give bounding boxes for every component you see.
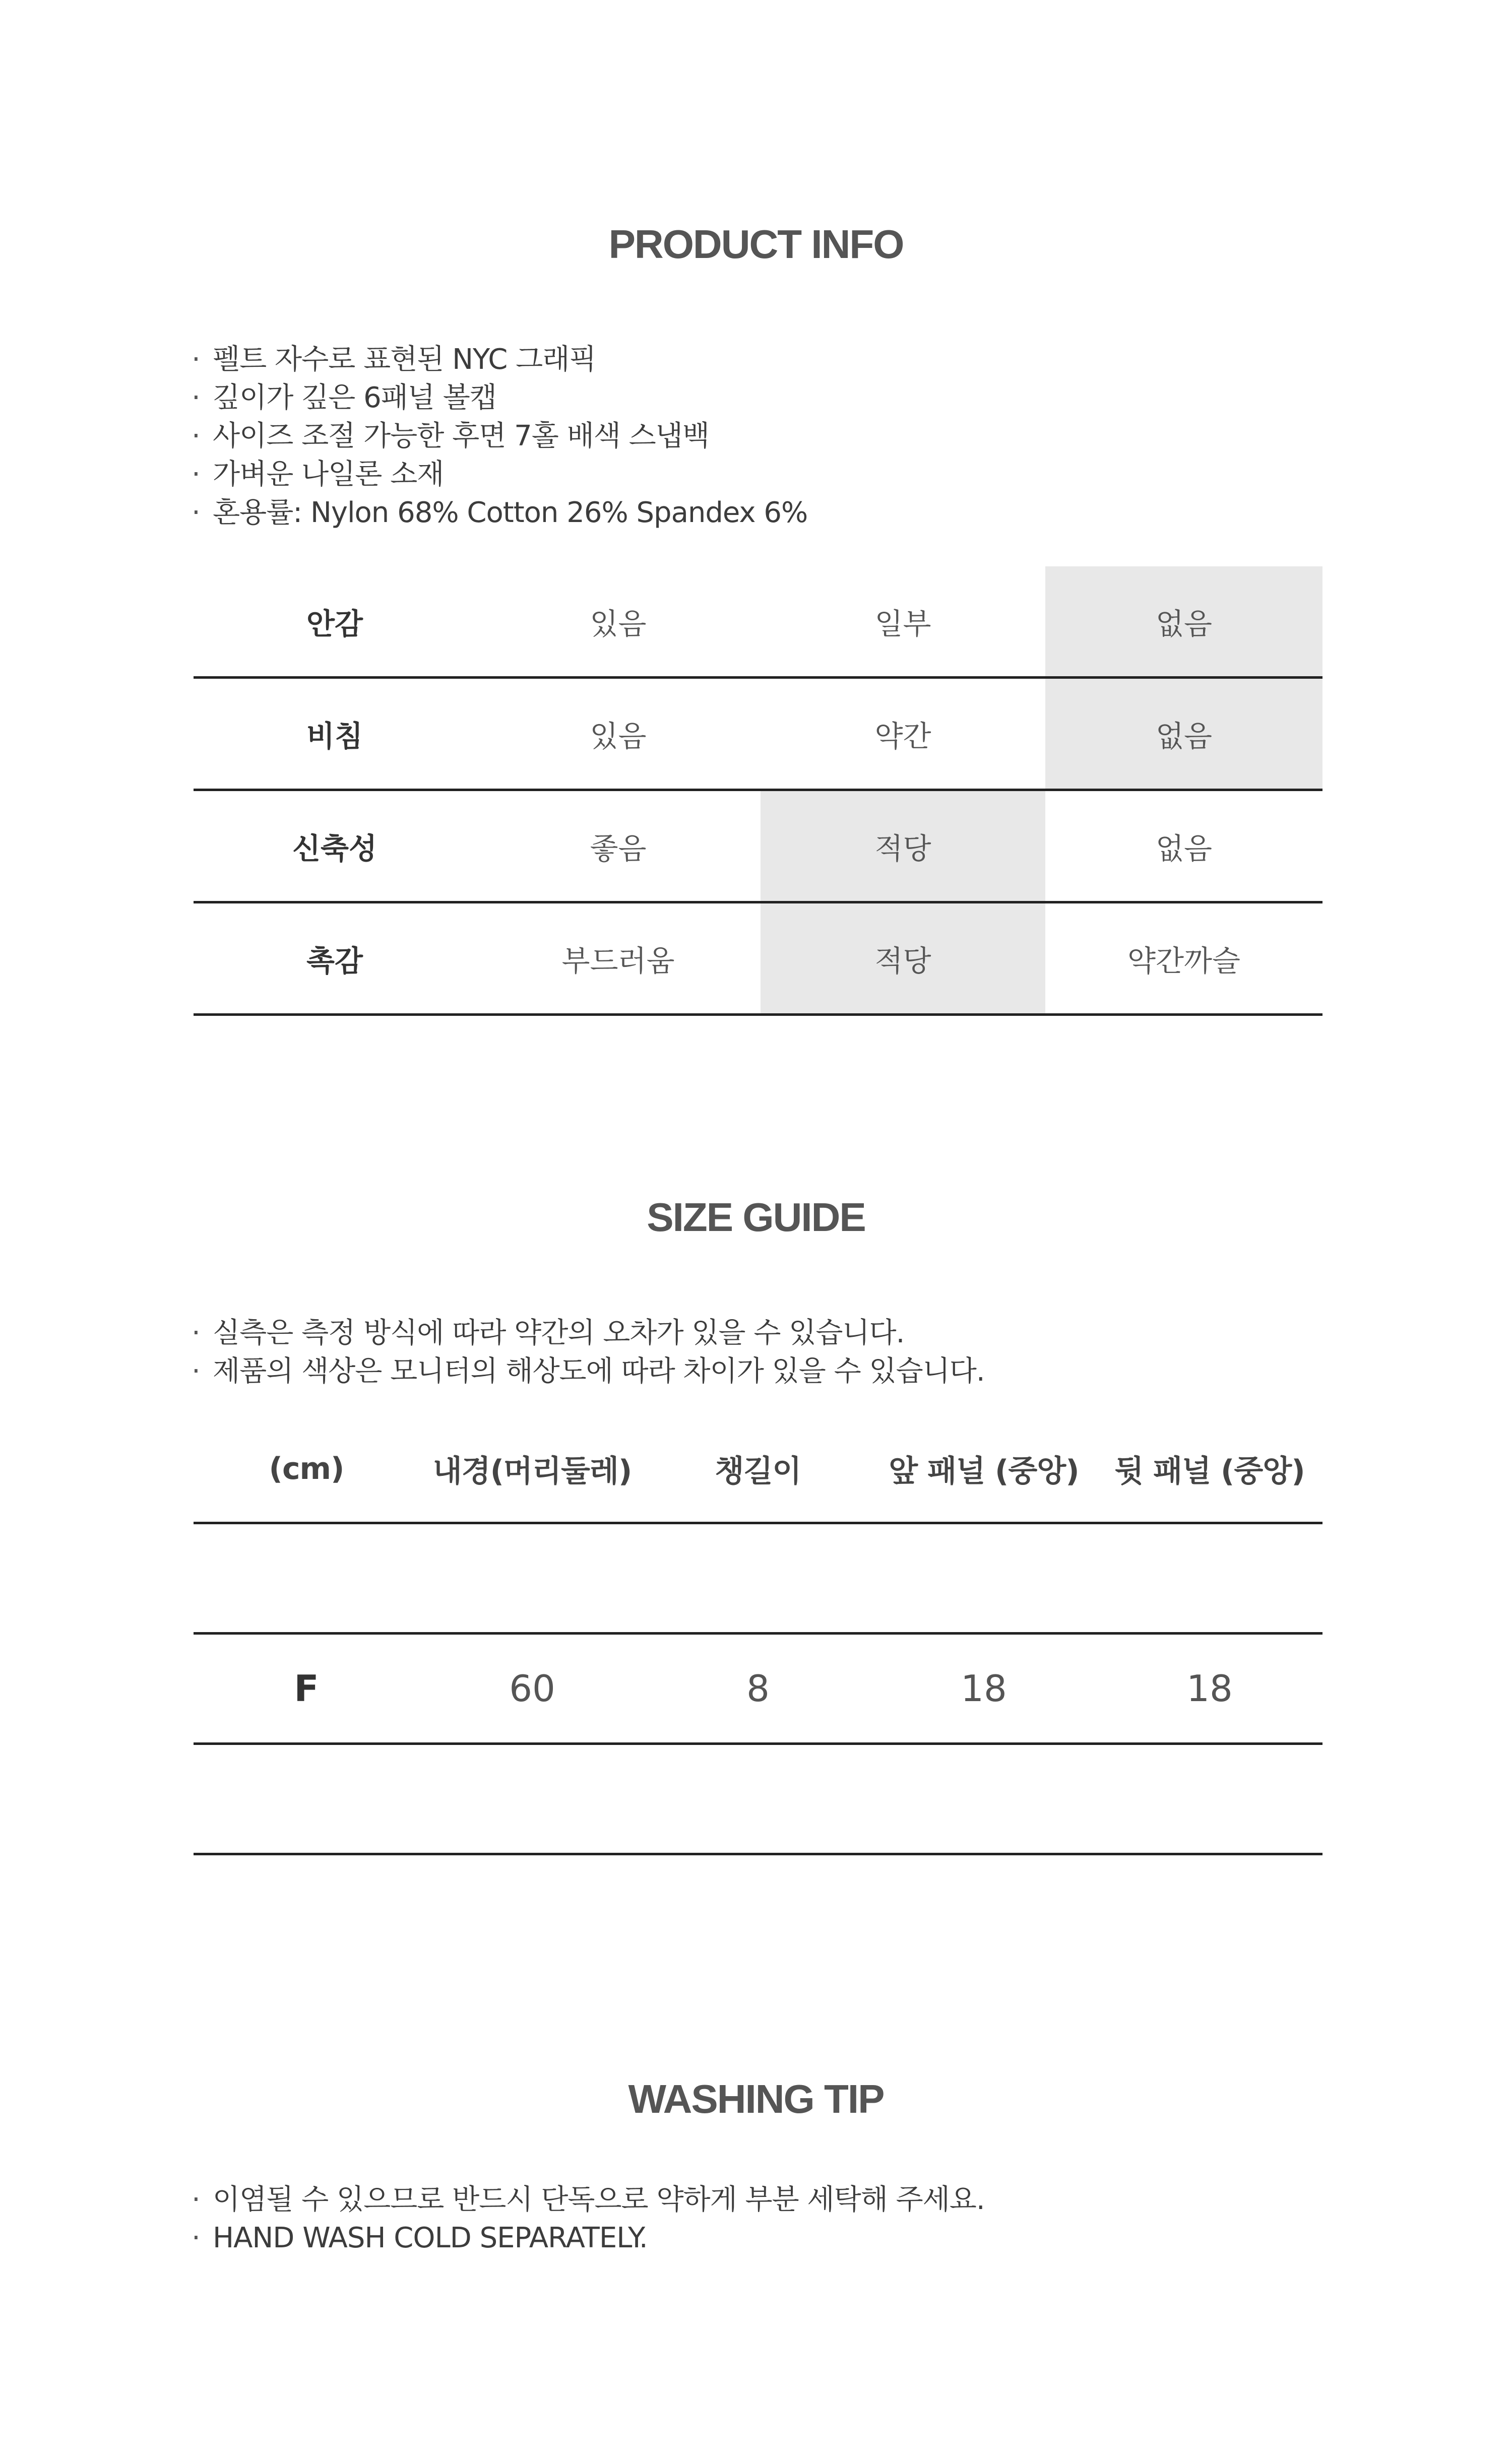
- washing-tip-bullet-text: 이염될 수 있으므로 반드시 단독으로 약하게 부분 세탁해 주세요.: [213, 2183, 985, 2216]
- attribute-label: 촉감: [194, 902, 476, 1015]
- attribute-label: 안감: [194, 566, 476, 678]
- bullet-mark: ·: [192, 458, 200, 491]
- size-table-header-unit: (cm): [194, 1416, 419, 1523]
- empty-cell: [871, 1744, 1097, 1854]
- list-item: [192, 2219, 985, 2257]
- table-row: [194, 566, 1322, 678]
- table-row: [194, 902, 1322, 1015]
- table-row: [194, 790, 1322, 902]
- size-table-header-head-circumference: 내경(머리둘레): [419, 1416, 645, 1523]
- washing-tip-bullets: [192, 2181, 985, 2257]
- attribute-label: 비침: [194, 678, 476, 790]
- product-info-title: PRODUCT INFO: [608, 222, 904, 267]
- empty-cell: [871, 1523, 1097, 1634]
- attribute-label: 신축성: [194, 790, 476, 902]
- list-item: [192, 1314, 985, 1352]
- size-guide-title: SIZE GUIDE: [647, 1195, 865, 1240]
- bullet-mark: ·: [192, 1355, 200, 1388]
- bullet-mark: ·: [192, 2222, 200, 2254]
- bullet-mark: ·: [192, 2183, 200, 2216]
- attribute-option: 있음: [476, 678, 761, 790]
- attribute-option: 약간: [761, 678, 1045, 790]
- size-table-header-brim-length: 챙길이: [645, 1416, 871, 1523]
- attribute-option: 약간까슬: [1045, 902, 1322, 1015]
- size-guide-bullets: [192, 1314, 985, 1391]
- list-item: [192, 456, 807, 494]
- empty-cell: [419, 1523, 645, 1634]
- list-item: [192, 1352, 985, 1391]
- product-attributes-table: [194, 566, 1322, 1016]
- size-table: [194, 1416, 1322, 1855]
- table-row: [194, 1634, 1322, 1744]
- size-table-header-row: [194, 1416, 1322, 1523]
- size-value-back-panel: 18: [1097, 1634, 1322, 1744]
- size-table-header-back-panel: 뒷 패널 (중앙): [1097, 1416, 1322, 1523]
- product-info-bullet-text: 깊이가 깊은 6패널 볼캡: [213, 381, 496, 414]
- bullet-mark: ·: [192, 420, 200, 452]
- attribute-option: 있음: [476, 566, 761, 678]
- empty-cell: [419, 1744, 645, 1854]
- empty-cell: [645, 1523, 871, 1634]
- empty-cell: [194, 1744, 419, 1854]
- product-info-bullet-text: 가벼운 나일론 소재: [213, 458, 444, 491]
- list-item: [192, 494, 807, 532]
- attribute-option: 없음: [1045, 678, 1322, 790]
- size-value-front-panel: 18: [871, 1634, 1097, 1744]
- table-row-empty: [194, 1744, 1322, 1854]
- attribute-option: 적당: [761, 790, 1045, 902]
- size-label: F: [194, 1634, 419, 1744]
- size-table-header-front-panel: 앞 패널 (중앙): [871, 1416, 1097, 1523]
- attribute-option: 일부: [761, 566, 1045, 678]
- attribute-option: 적당: [761, 902, 1045, 1015]
- bullet-mark: ·: [192, 496, 200, 529]
- size-guide-bullet-text: 실측은 측정 방식에 따라 약간의 오차가 있을 수 있습니다.: [213, 1317, 905, 1349]
- product-info-bullet-text: 혼용률: Nylon 68% Cotton 26% Spandex 6%: [213, 496, 808, 529]
- attribute-option: 없음: [1045, 566, 1322, 678]
- bullet-mark: ·: [192, 1317, 200, 1349]
- empty-cell: [1097, 1744, 1322, 1854]
- empty-cell: [1097, 1523, 1322, 1634]
- table-row: [194, 678, 1322, 790]
- washing-tip-title: WASHING TIP: [628, 2077, 884, 2121]
- empty-cell: [645, 1744, 871, 1854]
- table-row-empty: [194, 1523, 1322, 1634]
- list-item: [192, 341, 807, 379]
- list-item: [192, 379, 807, 417]
- attribute-option: 없음: [1045, 790, 1322, 902]
- empty-cell: [194, 1523, 419, 1634]
- bullet-mark: ·: [192, 343, 200, 376]
- size-value-brim-length: 8: [645, 1634, 871, 1744]
- list-item: [192, 2181, 985, 2219]
- product-info-bullet-text: 펠트 자수로 표현된 NYC 그래픽: [213, 343, 596, 376]
- attribute-option: 부드러움: [476, 902, 761, 1015]
- product-info-bullet-text: 사이즈 조절 가능한 후면 7홀 배색 스냅백: [213, 420, 709, 452]
- size-value-head-circumference: 60: [419, 1634, 645, 1744]
- attribute-option: 좋음: [476, 790, 761, 902]
- product-info-bullets: [192, 341, 807, 532]
- list-item: [192, 417, 807, 456]
- washing-tip-bullet-text: HAND WASH COLD SEPARATELY.: [213, 2222, 648, 2254]
- bullet-mark: ·: [192, 381, 200, 414]
- size-guide-bullet-text: 제품의 색상은 모니터의 해상도에 따라 차이가 있을 수 있습니다.: [213, 1355, 985, 1388]
